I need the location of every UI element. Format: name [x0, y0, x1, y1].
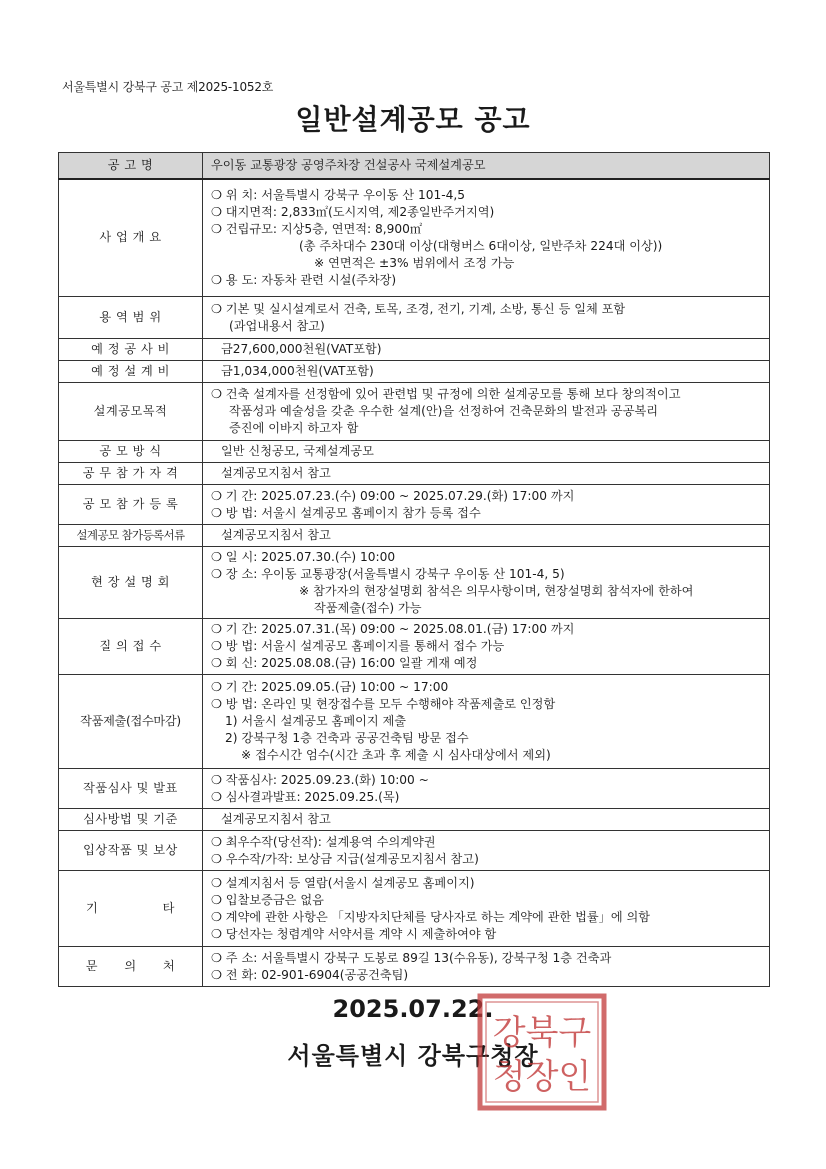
- notice-date: 2025.07.22.: [332, 995, 494, 1023]
- issuer-name: 서울특별시 강북구청장: [287, 1042, 539, 1070]
- row-review: [59, 769, 770, 809]
- label-eligibility: 공 무 참 가 자 격: [59, 463, 203, 485]
- value-purpose: [203, 383, 770, 441]
- label-contact: 문 의 처: [59, 947, 203, 987]
- row-overview: [59, 179, 770, 297]
- value-contact: [203, 947, 770, 987]
- overview-line: ❍ 위 치: 서울특별시 강북구 우이동 산 101-4,5: [211, 187, 466, 202]
- value-site-briefing: [203, 547, 770, 619]
- value-review-method: 설계공모지침서 참고: [203, 809, 770, 831]
- row-eligibility: [59, 463, 770, 485]
- row-prizes: [59, 831, 770, 871]
- etc-line: ❍ 입찰보증금은 없음: [211, 892, 324, 907]
- overview-line: ❍ 건립규모: 지상5층, 연면적: 8,900㎡: [211, 221, 423, 236]
- label-registration: 공 모 참 가 등 록: [59, 485, 203, 525]
- review-line: ❍ 심사결과발표: 2025.09.25.(목): [211, 789, 400, 804]
- row-method: [59, 441, 770, 463]
- contact-line: ❍ 전 화: 02-901-6904(공공건축팀): [211, 967, 409, 982]
- row-review-method: [59, 809, 770, 831]
- submission-line: ※ 접수시간 엄수(시간 초과 후 제출 시 심사대상에서 제외): [241, 748, 551, 762]
- registration-line: ❍ 방 법: 서울시 설계공모 홈페이지 참가 등록 접수: [211, 505, 481, 520]
- label-purpose: 설계공모목적: [59, 383, 203, 441]
- value-name: 우이동 교통광장 공영주차장 건설공사 국제설계공모: [203, 153, 770, 179]
- purpose-line: 증진에 이바지 하고자 함: [229, 421, 359, 435]
- site-briefing-line: ❍ 일 시: 2025.07.30.(수) 10:00: [211, 549, 396, 564]
- scope-line: ❍ 기본 및 실시설계로서 건축, 토목, 조경, 전기, 기계, 소방, 통신 등 일체 포함: [211, 301, 626, 316]
- label-name: 공 고 명: [59, 153, 203, 179]
- seal-text-bottom: 청장인: [492, 1057, 592, 1097]
- label-design-fee: 예 정 설 계 비: [59, 361, 203, 383]
- value-construction-cost: 금27,600,000천원(VAT포함): [203, 339, 770, 361]
- overview-line: (총 주차대수 230대 이상(대형버스 6대이상, 일반주차 224대 이상)): [299, 238, 663, 253]
- questions-line: ❍ 방 법: 서울시 설계공모 홈페이지를 통해서 접수 가능: [211, 639, 505, 653]
- overview-line: ❍ 용 도: 자동차 관련 시설(주차장): [211, 272, 397, 287]
- official-seal-stamp: [474, 992, 610, 1112]
- scope-line: (과업내용서 참고): [229, 318, 325, 333]
- row-questions: [59, 619, 770, 675]
- overview-line: ❍ 대지면적: 2,833㎡(도시지역, 제2종일반주거지역): [211, 204, 495, 219]
- review-line: ❍ 작품심사: 2025.09.23.(화) 10:00 ~: [211, 772, 429, 787]
- label-construction-cost: 예 정 공 사 비: [59, 339, 203, 361]
- submission-line: 1) 서울시 설계공모 홈페이지 제출: [225, 714, 407, 728]
- purpose-line: ❍ 건축 설계자를 선정함에 있어 관련법 및 규정에 의한 설계공모를 통해 보다 창의적이고: [211, 387, 681, 401]
- purpose-line: 작품성과 예술성을 갖춘 우수한 설계(안)을 선정하여 건축문화의 발전과 공공복리: [229, 404, 659, 418]
- value-submission: [203, 675, 770, 769]
- seal-text-top: 강북구: [492, 1013, 592, 1053]
- contact-line: ❍ 주 소: 서울특별시 강북구 도봉로 89길 13(수유동), 강북구청 1층 건축과: [211, 950, 612, 965]
- label-prizes: 입상작품 및 보상: [59, 831, 203, 871]
- etc-line: ❍ 설계지침서 등 열람(서울시 설계공모 홈페이지): [211, 875, 475, 890]
- label-questions: 질 의 접 수: [59, 619, 203, 675]
- row-registration: [59, 485, 770, 525]
- label-reg-documents: 설계공모 참가등록서류: [59, 525, 203, 547]
- label-site-briefing: 현 장 설 명 회: [59, 547, 203, 619]
- site-briefing-line: ❍ 장 소: 우이동 교통광장(서울특별시 강북구 우이동 산 101-4, 5): [211, 566, 565, 581]
- notice-table: [58, 152, 770, 987]
- value-overview: [203, 179, 770, 297]
- submission-line: 2) 강북구청 1층 건축과 공공건축팀 방문 접수: [225, 731, 469, 745]
- value-registration: [203, 485, 770, 525]
- registration-line: ❍ 기 간: 2025.07.23.(수) 09:00 ~ 2025.07.29.(화) 17:00 까지: [211, 488, 575, 503]
- prizes-line: ❍ 우수작/가작: 보상금 지급(설계공모지침서 참고): [211, 851, 479, 866]
- site-briefing-line: ※ 참가자의 현장설명회 참석은 의무사항이며, 현장설명회 참석자에 한하여: [299, 583, 694, 598]
- row-etc: [59, 871, 770, 947]
- label-overview: 사 업 개 요: [59, 179, 203, 297]
- value-prizes: [203, 831, 770, 871]
- row-design-fee: [59, 361, 770, 383]
- value-reg-documents: 설계공모지침서 참고: [203, 525, 770, 547]
- label-scope: 용 역 범 위: [59, 297, 203, 339]
- row-purpose: [59, 383, 770, 441]
- row-contact: [59, 947, 770, 987]
- site-briefing-line: 작품제출(접수) 가능: [314, 600, 422, 615]
- label-etc: 기 타: [59, 871, 203, 947]
- submission-line: ❍ 기 간: 2025.09.05.(금) 10:00 ~ 17:00: [211, 680, 449, 694]
- value-scope: [203, 297, 770, 339]
- row-name: [59, 153, 770, 179]
- value-design-fee: 금1,034,000천원(VAT포함): [203, 361, 770, 383]
- overview-line: ※ 연면적은 ±3% 범위에서 조정 가능: [314, 255, 515, 270]
- label-submission: 작품제출(접수마감): [59, 675, 203, 769]
- notice-number: 서울특별시 강북구 공고 제2025-1052호: [62, 80, 274, 94]
- row-construction-cost: [59, 339, 770, 361]
- etc-line: ❍ 당선자는 청렴계약 서약서를 계약 시 제출하여야 함: [211, 926, 497, 941]
- value-etc: [203, 871, 770, 947]
- row-scope: [59, 297, 770, 339]
- row-submission: [59, 675, 770, 769]
- label-method: 공 모 방 식: [59, 441, 203, 463]
- document-title: 일반설계공모 공고: [295, 103, 531, 136]
- prizes-line: ❍ 최우수작(당선작): 설계용역 수의계약권: [211, 834, 436, 849]
- questions-line: ❍ 회 신: 2025.08.08.(금) 16:00 일괄 게재 예정: [211, 656, 478, 670]
- value-review: [203, 769, 770, 809]
- value-method: 일반 신청공모, 국제설계공모: [203, 441, 770, 463]
- value-eligibility: 설계공모지침서 참고: [203, 463, 770, 485]
- row-site-briefing: [59, 547, 770, 619]
- label-review: 작품심사 및 발표: [59, 769, 203, 809]
- value-questions: [203, 619, 770, 675]
- row-reg-documents: [59, 525, 770, 547]
- label-review-method: 심사방법 및 기준: [59, 809, 203, 831]
- etc-line: ❍ 계약에 관한 사항은 「지방자치단체를 당사자로 하는 계약에 관한 법률」에 의함: [211, 909, 651, 924]
- submission-line: ❍ 방 법: 온라인 및 현장접수를 모두 수행해야 작품제출로 인정함: [211, 697, 556, 711]
- questions-line: ❍ 기 간: 2025.07.31.(목) 09:00 ~ 2025.08.01.(금) 17:00 까지: [211, 622, 575, 636]
